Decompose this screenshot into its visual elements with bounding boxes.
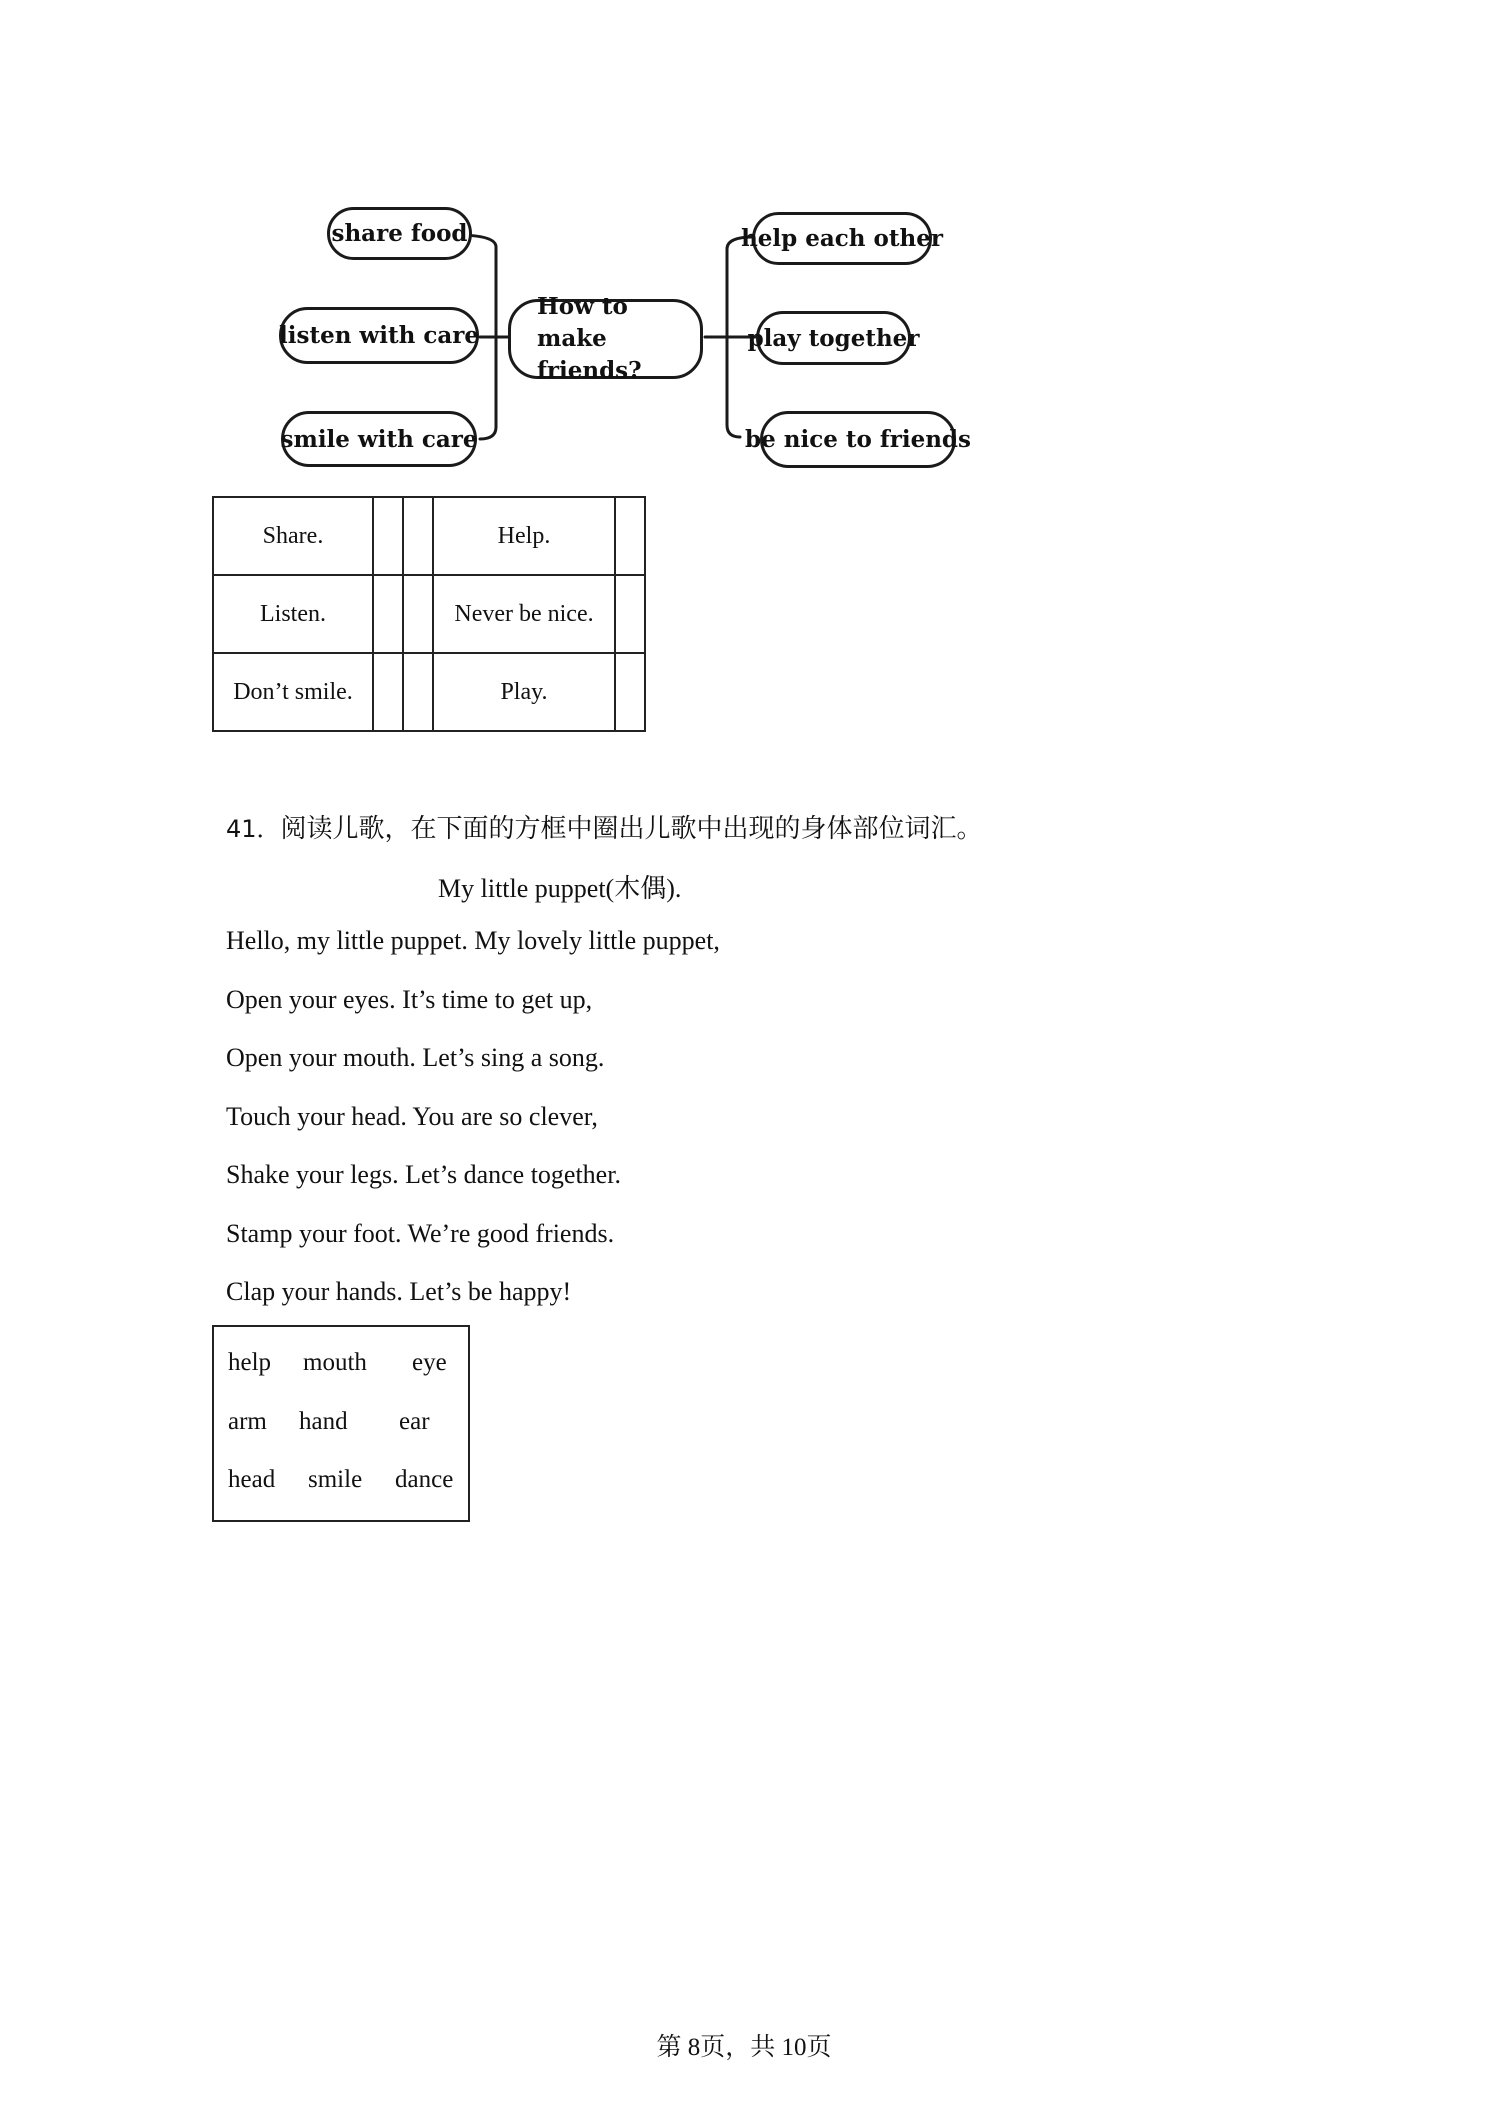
poem-line: Hello, my little puppet. My lovely little puppet, bbox=[226, 926, 720, 955]
word-option[interactable]: mouth bbox=[303, 1349, 367, 1376]
mind-map-node-right-2: play together bbox=[756, 311, 911, 365]
mind-map-center-node: How to make friends? bbox=[508, 299, 703, 379]
poem-line: Touch your head. You are so clever, bbox=[226, 1102, 598, 1131]
word-option[interactable]: smile bbox=[308, 1466, 363, 1493]
answer-box[interactable] bbox=[373, 575, 403, 653]
matching-table bbox=[212, 496, 646, 732]
answer-box[interactable] bbox=[615, 497, 645, 575]
answer-box[interactable] bbox=[373, 497, 403, 575]
poem-line: Stamp your foot. We’re good friends. bbox=[226, 1219, 615, 1248]
poem-title: My little puppet(木偶). bbox=[438, 874, 682, 903]
table-cell-right: Play. bbox=[433, 653, 615, 731]
table-cell-right: Help. bbox=[433, 497, 615, 575]
mind-map-node-left-1: share food bbox=[327, 207, 472, 260]
word-option[interactable]: arm bbox=[228, 1408, 267, 1435]
answer-box[interactable] bbox=[403, 653, 433, 731]
question-text: 阅读儿歌，在下面的方框中圈出儿歌中出现的身体部位词汇。 bbox=[280, 814, 983, 843]
mind-map-node-left-3: smile with care bbox=[281, 411, 477, 467]
word-option[interactable]: hand bbox=[299, 1408, 348, 1435]
answer-box[interactable] bbox=[403, 497, 433, 575]
table-row bbox=[213, 497, 645, 575]
table-cell-left: Don’t smile. bbox=[213, 653, 373, 731]
table-row bbox=[213, 575, 645, 653]
answer-box[interactable] bbox=[403, 575, 433, 653]
answer-box[interactable] bbox=[615, 575, 645, 653]
answer-box[interactable] bbox=[373, 653, 403, 731]
word-option[interactable]: dance bbox=[395, 1466, 454, 1493]
question-number: 41． bbox=[226, 815, 281, 843]
mind-map-node-right-3: be nice to friends bbox=[760, 411, 956, 468]
poem-line: Clap your hands. Let’s be happy! bbox=[226, 1277, 572, 1306]
answer-box[interactable] bbox=[615, 653, 645, 731]
mind-map-node-right-1: help each other bbox=[752, 212, 932, 265]
word-option[interactable]: help bbox=[228, 1349, 272, 1376]
mind-map-node-left-2: listen with care bbox=[279, 307, 479, 364]
table-row bbox=[213, 653, 645, 731]
poem-line: Open your eyes. It’s time to get up, bbox=[226, 985, 593, 1014]
poem-line: Shake your legs. Let’s dance together. bbox=[226, 1160, 621, 1189]
table-cell-left: Share. bbox=[213, 497, 373, 575]
word-box bbox=[212, 1325, 470, 1522]
word-option[interactable]: head bbox=[228, 1466, 276, 1493]
poem-line: Open your mouth. Let’s sing a song. bbox=[226, 1043, 605, 1072]
page-footer: 第 8页，共 10页 bbox=[656, 2034, 832, 2061]
table-cell-left: Listen. bbox=[213, 575, 373, 653]
word-option[interactable]: eye bbox=[412, 1349, 447, 1376]
mind-map bbox=[270, 195, 970, 480]
table-cell-right: Never be nice. bbox=[433, 575, 615, 653]
question-instruction bbox=[226, 808, 983, 845]
word-option[interactable]: ear bbox=[399, 1408, 430, 1435]
